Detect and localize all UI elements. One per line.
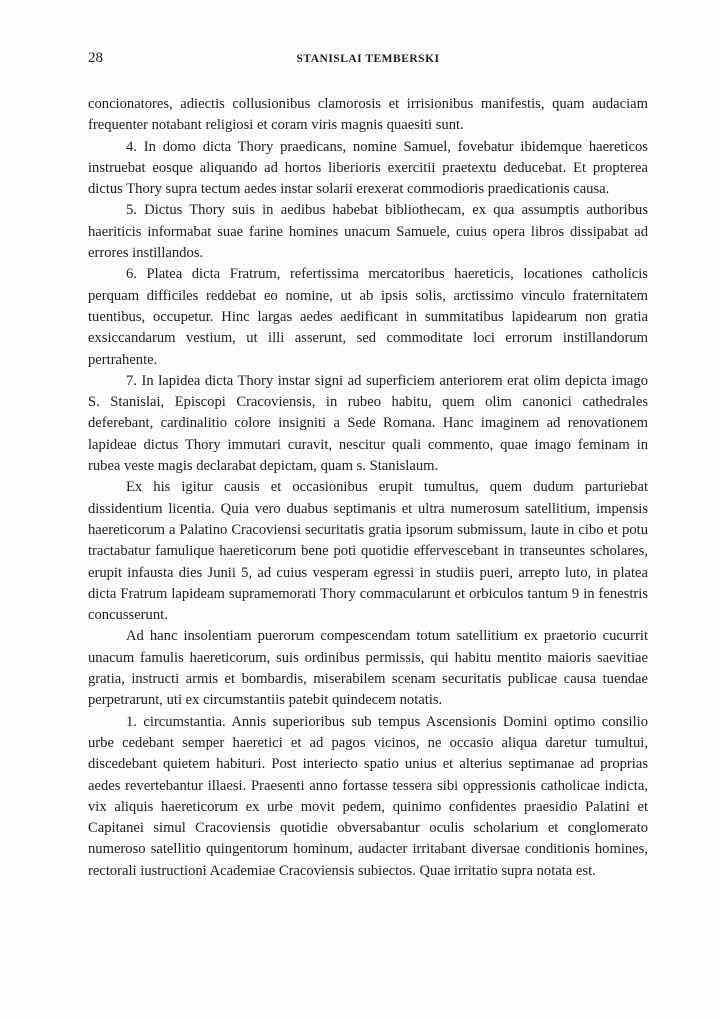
paragraph-item-4: 4. In domo dicta Thory praedicans, nomine Samuel, fovebatur ibidemque haereticos instruebat eosque aliquando ad hortos liberioris exercitii praetextu deducebat. Et propterea dictus Thory supra tectum aedes instar solarii erexerat commodioris praedicationis causa. xyxy=(88,138,648,198)
running-head xyxy=(88,50,648,74)
paragraph-item-6: 6. Platea dicta Fratrum, refertissima mercatoribus haereticis, locationes catholicis perquam difficiles reddebat eo nomine, ut ab ipsis solis, arctissimo vinculo fraternitatem tuentibus, occupetur. Hinc largas aedes aedificant in summitatibus lapidearum non gratia exsiccandarum vestium, ut illi asserunt, sed commoditate loci errorum instillandorum pertrahente. xyxy=(88,266,648,368)
paragraph-item-7: 7. In lapidea dicta Thory instar signi ad superficiem anteriorem erat olim depicta imago S. Stanislai, Episcopi Cracoviensis, in rubeo habitu, quem olim canonici cathedrales deferebant, cardinalitio colore insigniti a Sede Romana. Hanc imaginem ad renovationem lapideae dictus Thory immutari curavit, nescitur quali commento, quae imago feminam in rubea veste magis declarabat depictam, quam s. Stanislaum. xyxy=(88,372,648,475)
header-title: STANISLAI TEMBERSKI xyxy=(296,53,440,65)
paragraph-circumstantia-1: 1. circumstantia. Annis superioribus sub tempus Ascensionis Domini optimo consilio urbe cedebant semper haeretici et ad pagos vicinos, ne occasio aliqua daretur tumultui, discedebant quietem habituri. Post interiecto spatio unius et alterius septimanae ad proprias aedes revertebantur illaesi. Praesenti anno fortasse tessera sibi oppressionis catholicae indicta, vix aliquis haereticorum ex urbe movit pedem, quinimo confidentes praesidio Palatini et Capitanei simul Cracoviensis quotidie obversabantur oculis scholarium et conglomerato numeroso satellitio quingentorum hominum, audacter irritabant diversae conditionis homines, rectorali iustructioni Academiae Cracoviensis subiectos. Quae irritatio supra notata est. xyxy=(88,713,648,879)
paragraph-continuation: concionatores, adiectis collusionibus clamorosis et irrisionibus manifestis, quam audaciam frequenter notabant religiosi et coram viris magnis quaesiti sunt. xyxy=(88,96,648,134)
paragraph-tumult: Ex his igitur causis et occasionibus erupit tumultus, quem dudum parturiebat dissidentium licentia. Quia vero duabus septimanis et ultra numerosum satellitium, impensis haereticorum a Palatino Cracoviensi securitatis gratia ipsorum submissum, laute in cibo et potu tractabatur famulique haereticorum bene poti quotidie effervescebant in transeuntes scholares, erupit infausta dies Junii 5, ad cuius vesperam egressi in studiis pueri, arrepto luto, in platea dicta Fratrum lapideam supramemorati Thory commacularunt et orbiculos tantum 9 in fenestris concusserunt. xyxy=(88,479,648,624)
paragraph-satellitium: Ad hanc insolentiam puerorum compescendam totum satellitium ex praetorio cucurrit unacum famulis haereticorum, suis ordinibus permissis, qui habitu mentito maioris saevitiae gratia, instructi armis et bombardis, miserabilem scenam securitatis publicae causa tuendae perpetrarunt, uti ex circumstantiis patebit quindecem notatis. xyxy=(88,628,648,709)
body-text xyxy=(88,94,648,882)
paragraph-item-5: 5. Dictus Thory suis in aedibus habebat bibliothecam, ex qua assumptis authoribus haeriticis informabat suae farine homines unacum Samuele, cuius opera libros dissipabat ad errores instillandos. xyxy=(88,202,648,262)
page-number: 28 xyxy=(88,50,103,66)
